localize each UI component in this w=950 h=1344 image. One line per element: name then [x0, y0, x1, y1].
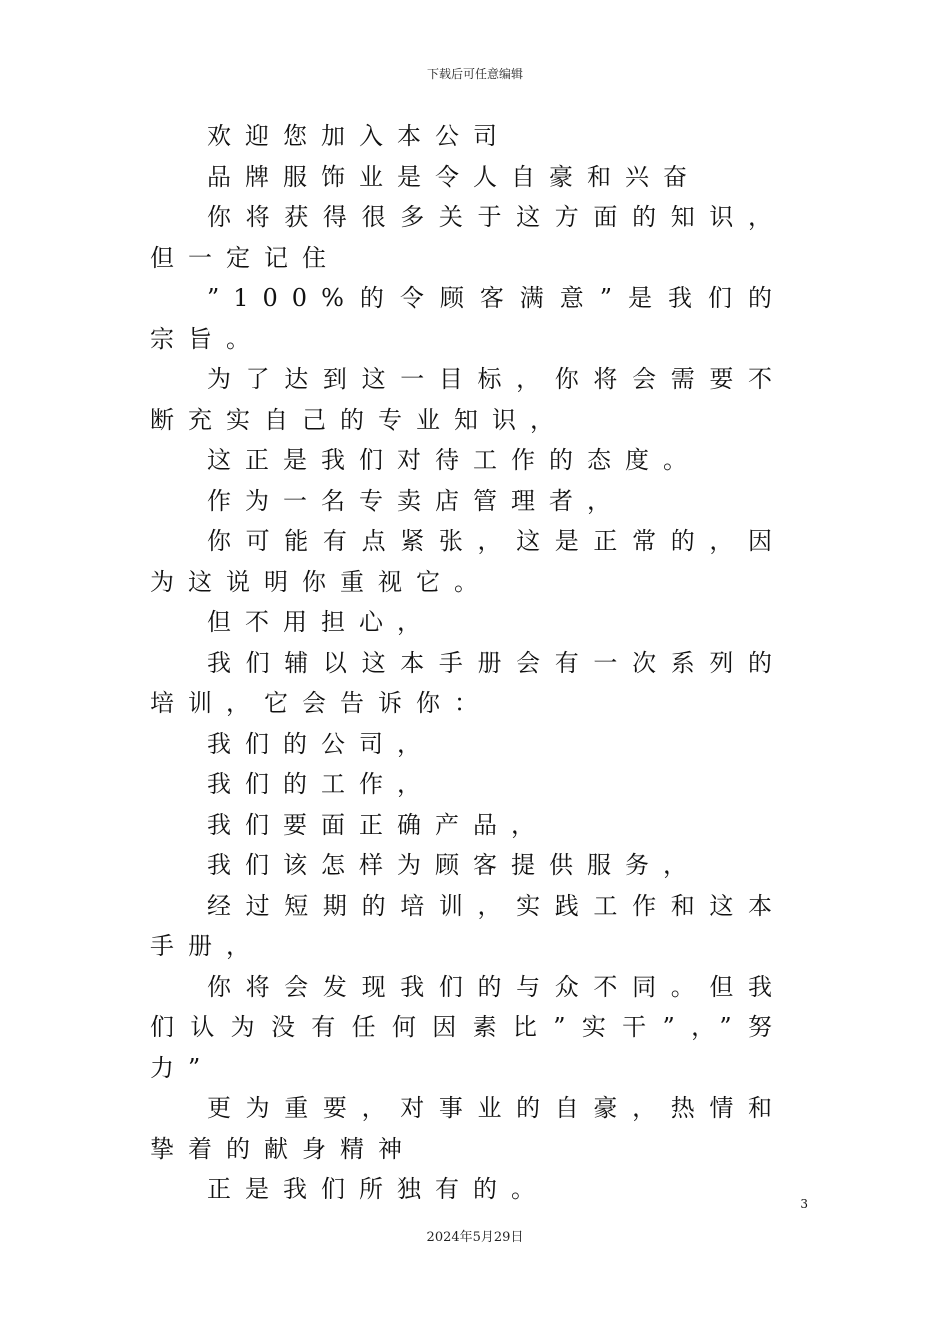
page-footer-date: 2024年5月29日 [426, 1230, 524, 1245]
paragraph: 我们该怎样为顾客提供服务， [207, 851, 701, 879]
paragraph: 我们要面正确产品， [207, 810, 549, 839]
paragraph: 为了达到这一目标，你将会需要不断充实自己的专业知识， [150, 365, 786, 434]
paragraph: 更为重要，对事业的自豪，热情和挚着的献身精神 [150, 1094, 786, 1163]
paragraph: 这正是我们对待工作的态度。 [207, 446, 701, 474]
page-header: 下载后可任意编辑 [426, 67, 523, 81]
paragraph: 但不用担心， [207, 608, 435, 636]
document-body [150, 116, 786, 1210]
paragraph: 作为一名专卖店管理者， [207, 486, 625, 515]
paragraph: 品牌服饰业是令人自豪和兴奋 [207, 162, 701, 191]
paragraph: 你将获得很多关于这方面的知识，但一定记住 [150, 203, 786, 272]
paragraph: 我们的工作， [207, 770, 435, 798]
paragraph: 我们辅以这本手册会有一次系列的培训，它会告诉你： [150, 648, 786, 717]
paragraph: 我们的公司， [207, 729, 435, 758]
paragraph: ”100%的令顾客满意”是我们的宗旨。 [150, 284, 786, 353]
paragraph: 经过短期的培训，实践工作和这本手册， [150, 891, 786, 960]
paragraph: 你将会发现我们的与众不同。但我们认为没有任何因素比”实干”，”努力” [150, 972, 786, 1082]
page-number: 3 [800, 1197, 808, 1211]
paragraph: 你可能有点紧张，这是正常的，因为这说明你重视它。 [150, 527, 786, 596]
paragraph: 欢迎您加入本公司 [207, 122, 511, 150]
paragraph: 正是我们所独有的。 [207, 1175, 549, 1203]
